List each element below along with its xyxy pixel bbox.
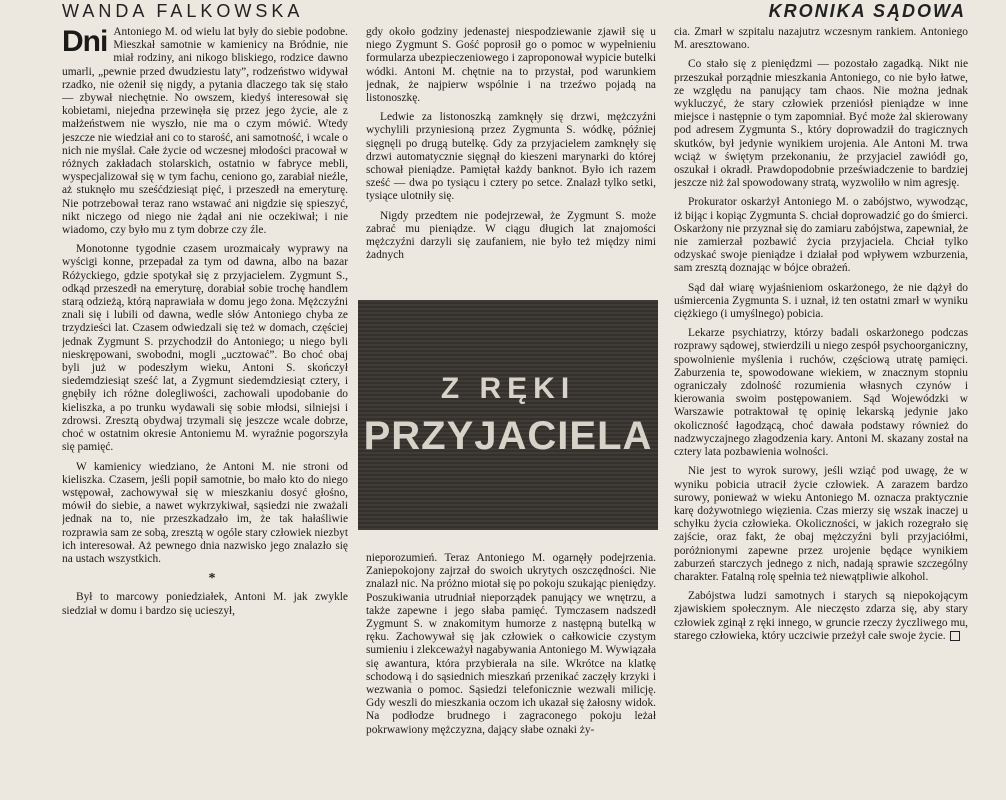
drop-cap: Dni bbox=[62, 26, 108, 58]
section-title: KRONIKA SĄDOWA bbox=[768, 1, 966, 21]
article-column-2-top bbox=[366, 26, 656, 301]
article-paragraph: Nie jest to wyrok surowy, jeśli wziąć pod uwagę, że w wyniku pobicia utracił życie człowiek. A zarazem bardzo surowy, ponieważ w wieku Antoniego M. oznacza praktycznie karę dożywotniego więzienia. Czas mierzy się wszak inaczej u schyłku życia człowieka. Okoliczności, w jakich rozegrało się zajście, oraz fakt, że obaj mężczyźni byli przyjaciółmi, poróżnionymi zapewne przez urojenie będące wynikiem zaburzeń starczych jednego z nich, nadają sprawie szczególny charakter. Fatalną rolę spełnia też niewątpliwie alkohol. bbox=[674, 465, 968, 583]
article-paragraph: Nigdy przedtem nie podejrzewał, że Zygmunt S. może zabrać mu pieniądze. W ciągu długich lat znajomości mężczyźni darzyli się zaufaniem, nie było też między nimi żadnych bbox=[366, 209, 656, 262]
article-paragraph: cia. Zmarł w szpitalu nazajutrz wczesnym rankiem. Antoniego M. aresztowano. bbox=[674, 26, 968, 52]
article-paragraph bbox=[62, 26, 348, 237]
article-paragraph: Był to marcowy poniedziałek, Antoni M. jak zwykle siedział w domu i bardzo się ucieszył, bbox=[62, 591, 348, 617]
article-paragraph: W kamienicy wiedziano, że Antoni M. nie stroni od kieliszka. Czasem, jeśli popił samotnie, bo mało kto do niego wstępował, zachowywał się w mieszkaniu dosyć głośno, mówił do siebie, a nawet wykrzykiwał, sąsiedzi nie zważali jednak na to, nie przeszkadzało im, że tak hałaśliwie rozprawia sam ze sobą, zresztą w ogóle stary człowiek niezbyt ich interesował. Aż pewnego dnia nazwisko jego znalazło się na ustach wszystkich. bbox=[62, 460, 348, 565]
article-paragraph: Prokurator oskarżył Antoniego M. o zabójstwo, wywodząc, iż bijąc i kopiąc Zygmunta S. chciał doprowadzić go do śmierci. Oskarżony nie przyznał się do zamiaru zabójstwa, zapewniał, że nie zamierzał pozbawić życia przyjaciela. Chciał tylko odzyskać swoje pieniądze i działał pod wpływem wzburzenia, sam zresztą doznając w bójce obrażeń. bbox=[674, 196, 968, 275]
article-column-3 bbox=[674, 26, 968, 796]
article-paragraph bbox=[674, 590, 968, 643]
article-column-1 bbox=[62, 26, 348, 796]
article-paragraph: Monotonne tygodnie czasem urozmaicały wyprawy na wyścigi konne, przepadał za tym od dawna, albo na bazar Różyckiego, gdzie spotykał się z przyjacielem. Zygmunt S., odkąd przeszedł na emeryturę, dorabiał sobie trochę handlem starą odzieżą, którą naprawiała w domu jego żona. Mężczyźni znali się i lubili od dawna, wedle słów Antoniego chyba ze trzydzieści lat. Czasem odwiedzali się też w domach, częściej jednak Zygmunt S. przychodził do Antoniego; u niego byli nieskrępowani, swobodni, mogli „ucztować”. Bo choć obaj byli już w podeszłym wieku, Antoni S. skończył siedemdziesiąt sześć lat, a Zygmunt siedemdziesiąt cztery, i gnębiły ich różne dolegliwości, zachowali upodobanie do kieliszka, a po trunku wydawali się sobie młodsi, silniejsi i zdrowsi. Zresztą obydwaj trzymali się jeszcze wcale dobrze, choć w ostatnim okresie Antoniemu M. wyraźnie pogorszyła się pamięć. bbox=[62, 243, 348, 454]
headline-line-2: PRZYJACIELA bbox=[363, 413, 653, 458]
article-paragraph: Lekarze psychiatrzy, którzy badali oskarżonego podczas rozprawy sądowej, stwierdzili u niego zespół psychoorganiczny, spowolnienie myślenia i ruchów, częściową utratę pamięci. Zaburzenia te, spowodowane wiekiem, w znacznym stopniu ograniczały zdolność rozumienia własnych czynów i kierowania swoim postępowaniem. Sąd Wojewódzki w Warszawie potraktował tę opinię lekarską jedynie jako okoliczność łagodzącą, choć dawała podstawy również do nadzwyczajnego złagodzenia kary. Antoni M. skazany został na cztery lata pozbawienia wolności. bbox=[674, 327, 968, 459]
article-paragraph: Ledwie za listonoszką zamknęły się drzwi, mężczyźni wychylili przyniesioną przez Zygmunta S. wódkę, później sięgnęli po drugą butelkę. Gdy za przyjacielem zamknęły się drzwi automatycznie sięgnął do kieszeni marynarki do której schował pieniądze. Pamiętał każdy banknot. Było ich razem sześć — dwa po tysiącu i cztery po setce. Znalazł tylko setki, tysiące ulotniły się. bbox=[366, 111, 656, 203]
headline-block bbox=[358, 300, 658, 530]
headline-line-1: Z RĘKI bbox=[440, 371, 576, 405]
section-separator: * bbox=[208, 571, 216, 587]
article-paragraph: Co stało się z pieniędzmi — pozostało zagadką. Nikt nie przeszukał porządnie mieszkania Antoniego, co nie było łatwe, ze względu na panujący tam chaos. Nie można jednak wykluczyć, że stary człowiek przeniósł pieniądze w inne miejsce i następnie o tym zapomniał. Być może żal skierowany pod adresem Zygmunta S., który doprowadził do tragicznych skutków, był jedynie wynikiem urojenia. Ale Antoni M. trwa wciąż w świętym przekonaniu, że przyjaciel zawiódł go, oszukał i okradł. Prawdopodobnie przeświadczenie to bardziej jeszcze niż żal spowodowany stratą, wyzwoliło w nim agresję. bbox=[674, 58, 968, 190]
author-name: WANDA FALKOWSKA bbox=[62, 1, 304, 21]
article-paragraph: nieporozumień. Teraz Antoniego M. ogarnęły podejrzenia. Zaniepokojony zajrzał do swoich ukrytych oszczędności. Nie znalazł nic. Na próżno miotał się po pokoju szukając pieniędzy. Poszukiwania utrudniał nieporządek panujący we wnętrzu, a także zapewne i jego słaba pamięć. Tymczasem nadszedł Zygmunt S. w znakomitym humorze z następną butelką w ręku. Zachowywał się jak człowiek o całkowicie czystym sumieniu i zlekceważył nagabywania Antoniego M. Wywiązała się awantura, która przybierała na sile. Wkrótce na klatkę schodową i do sąsiednich mieszkań przenikać zaczęły krzyki i wezwania o pomoc. Sąsiedzi telefonicznie wezwali milicję. Gdy weszli do mieszkania oczom ich ukazał się żałosny widok. Na podłodze brudnego i zagraconego pokoju leżał pokrwawiony mężczyzna, dający słabe oznaki ży- bbox=[366, 552, 656, 736]
article-paragraph: gdy około godziny jedenastej niespodziewanie zjawił się u niego Zygmunt S. Gość poprosił go o pomoc w wypełnieniu formularza ubezpieczeniowego i zaproponował wypicie butelki wódki. Antoni M. chętnie na to przystał, pod warunkiem jednak, że najpierw wspólnie i na trzeźwo pojadą na listonoszkę. bbox=[366, 26, 656, 105]
paragraph-text: Zabójstwa ludzi samotnych i starych są niepokojącym zjawiskiem społecznym. Ale nieczęsto zdarza się, aby stary człowiek zginął z ręki innego, w gruncie rzeczy życzliwego mu, starego człowieka, który uczciwie przeżył całe swoje życie. bbox=[674, 590, 968, 642]
article-paragraph: Sąd dał wiarę wyjaśnieniom oskarżonego, że nie dążył do uśmiercenia Zygmunta S. i uznał, iż ten ostatni zmarł w wyniku ciężkiego (i umyślnego) pobicia. bbox=[674, 281, 968, 321]
paragraph-text: Antoniego M. od wielu lat były do siebie podobne. Mieszkał samotnie w kamienicy na Bródnie, nie miał rodziny, ani nikogo bliskiego, rodzice dawno umarli, „pewnie przed dwudziestu laty”, rodzeństwo widywał rzadko, nie ożenił się nigdy, a pytania dlaczego tak się stało — zbywał niechętnie. No owszem, kiedyś interesował się kobietami, niejedna przewinęła się przez jego życie, ale z małżeństwem nie wyszło, nie ma o czym mówić. Wtedy jeszcze nie wiedział ani co to starość, ani samotność, i wcale o nich nie myślał. Całe życie od wczesnej młodości pracował w różnych zakładach stolarskich, ostatnio w fabryce mebli, wyspecjalizował się w tym fachu, ceniono go, zarabiał nieźle, aż stuknęło mu sześćdziesiąt pięć, i przeszedł na emeryturę. Nie potrzebował teraz rano wstawać ani nigdzie się spieszyć, nikt niczego od niego nie żądał ani nie oczekiwał; i nie wiadomo, czy było mu z tym dobrze czy źle. bbox=[62, 26, 348, 237]
article-column-2-bottom bbox=[366, 552, 656, 784]
end-mark-icon bbox=[950, 631, 960, 641]
